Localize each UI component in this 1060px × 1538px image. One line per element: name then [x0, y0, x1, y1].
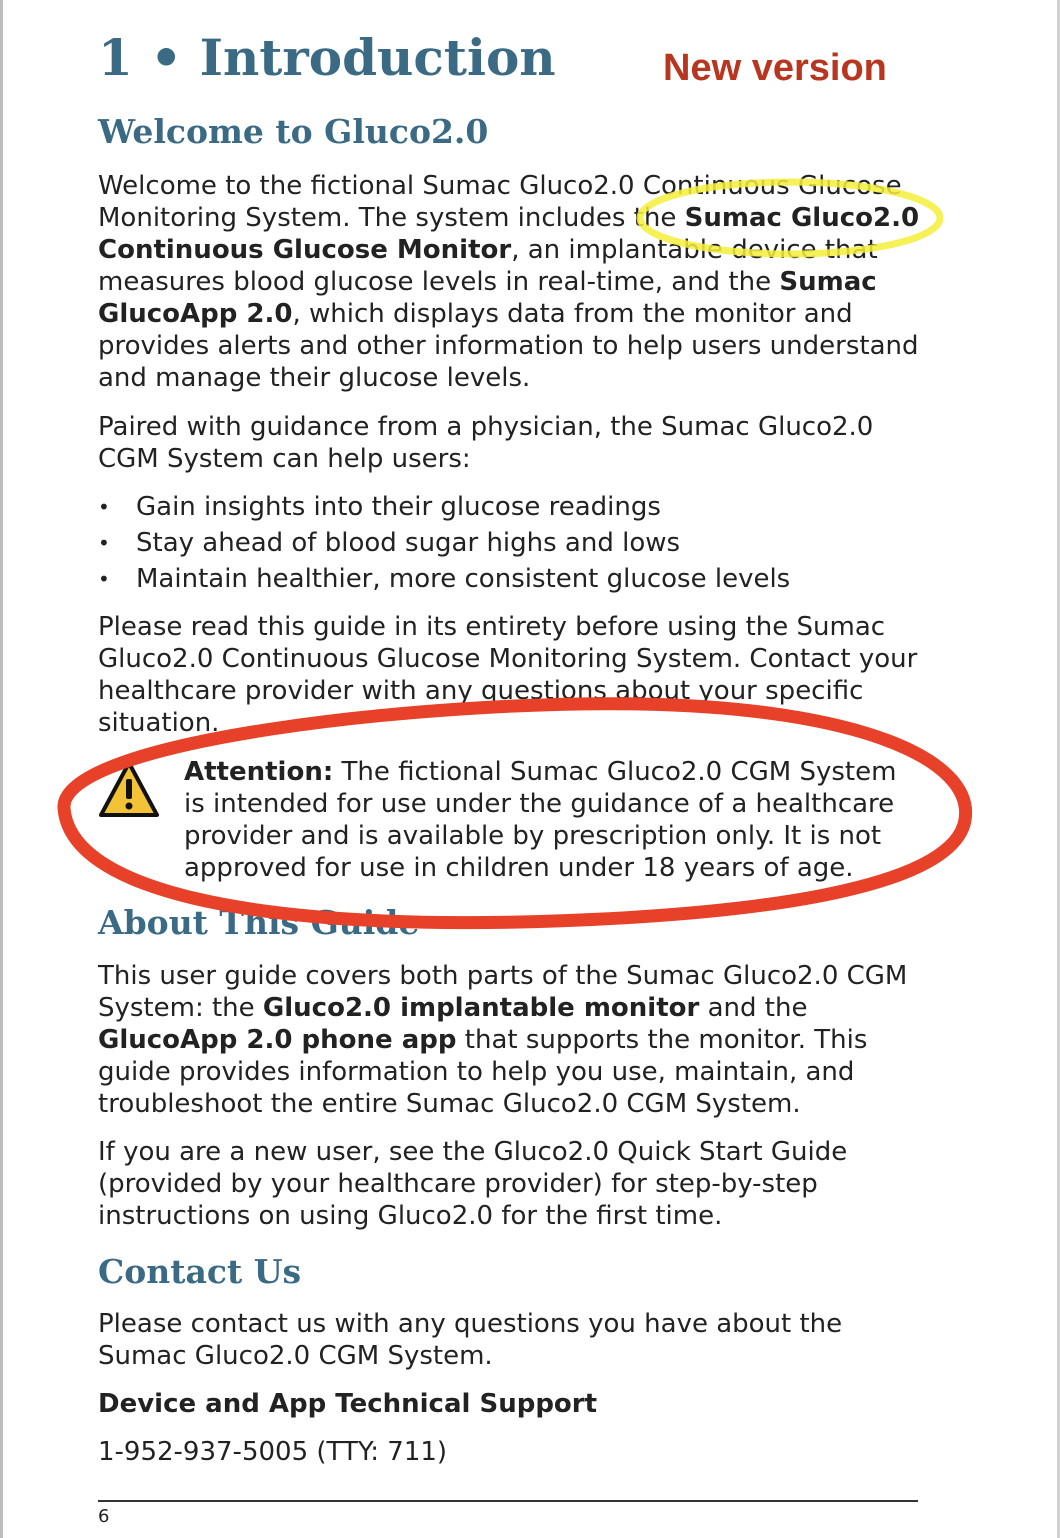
version-note: New version	[663, 47, 887, 89]
attention-callout	[98, 756, 928, 886]
product-name-app: Sumac GlucoApp 2.0	[98, 267, 877, 329]
welcome-heading: Welcome to Gluco2.0	[98, 112, 489, 151]
welcome-paragraph-1	[98, 170, 928, 394]
text: , which displays data from the monitor and provides alerts and other information to help users understand and manage their glucose levels.	[98, 299, 919, 393]
bullet-glyph: •	[98, 531, 110, 555]
product-name-monitor: Gluco2.0 implantable monitor	[262, 993, 700, 1023]
contact-paragraph: Please contact us with any questions you have about the Sumac Gluco2.0 CGM System.	[98, 1309, 843, 1371]
attention-label: Attention:	[184, 757, 334, 787]
welcome-paragraph-2: Paired with guidance from a physician, the Sumac Gluco2.0 CGM System can help users:	[98, 412, 874, 474]
attention-body: The fictional Sumac Gluco2.0 CGM System is intended for use under the guidance of a healthcare provider and is available by prescription only. It is not approved for use in children under 18 years of age.	[184, 757, 897, 883]
support-subheading: Device and App Technical Support	[98, 1389, 598, 1419]
about-paragraph-2: If you are a new user, see the Gluco2.0 Quick Start Guide (provided by your healthcare provider) for step-by-step instructions on using Gluco2.0 for the first time.	[98, 1137, 848, 1231]
contact-heading: Contact Us	[98, 1252, 302, 1291]
text: , an implantable device that measures blood glucose levels in real-time, and the	[98, 235, 878, 297]
support-phone: 1-952-937-5005 (TTY: 711)	[98, 1437, 448, 1467]
warning-triangle-icon	[98, 760, 160, 818]
chapter-title: 1 • Introduction	[98, 28, 556, 87]
list-item-text: Maintain healthier, more consistent glucose levels	[136, 564, 791, 594]
product-name-app: GlucoApp 2.0 phone app	[98, 1025, 457, 1055]
bullet-glyph: •	[98, 567, 110, 591]
list-item	[98, 561, 928, 597]
footer-rule	[98, 1500, 918, 1502]
benefits-list	[98, 489, 928, 597]
welcome-paragraph-3: Please read this guide in its entirety before using the Sumac Gluco2.0 Continuous Glucose Monitoring System. Contact your healthcare provider with any questions about your specific situation.	[98, 612, 918, 738]
product-name-monitor: Sumac Gluco2.0 Continuous Glucose Monitor	[98, 203, 920, 265]
bullet-glyph: •	[98, 495, 110, 519]
about-heading: About This Guide	[98, 903, 420, 942]
list-item	[98, 489, 928, 525]
list-item	[98, 525, 928, 561]
text: and the	[699, 993, 808, 1023]
text: that supports the monitor. This guide provides information to help you use, maintain, and troubleshoot the entire Sumac Gluco2.0 CGM System.	[98, 1025, 868, 1119]
attention-text	[184, 756, 914, 884]
text: This user guide covers both parts of the Sumac Gluco2.0 CGM System: the	[98, 961, 908, 1023]
list-item-text: Stay ahead of blood sugar highs and lows	[136, 528, 681, 558]
list-item-text: Gain insights into their glucose readings	[136, 492, 661, 522]
page-number: 6	[98, 1506, 110, 1527]
text: Welcome to the fictional Sumac Gluco2.0 Continuous Glucose Monitoring System. The system includes the	[98, 171, 902, 233]
about-paragraph-1	[98, 960, 928, 1120]
page-left-edge	[0, 0, 3, 1538]
